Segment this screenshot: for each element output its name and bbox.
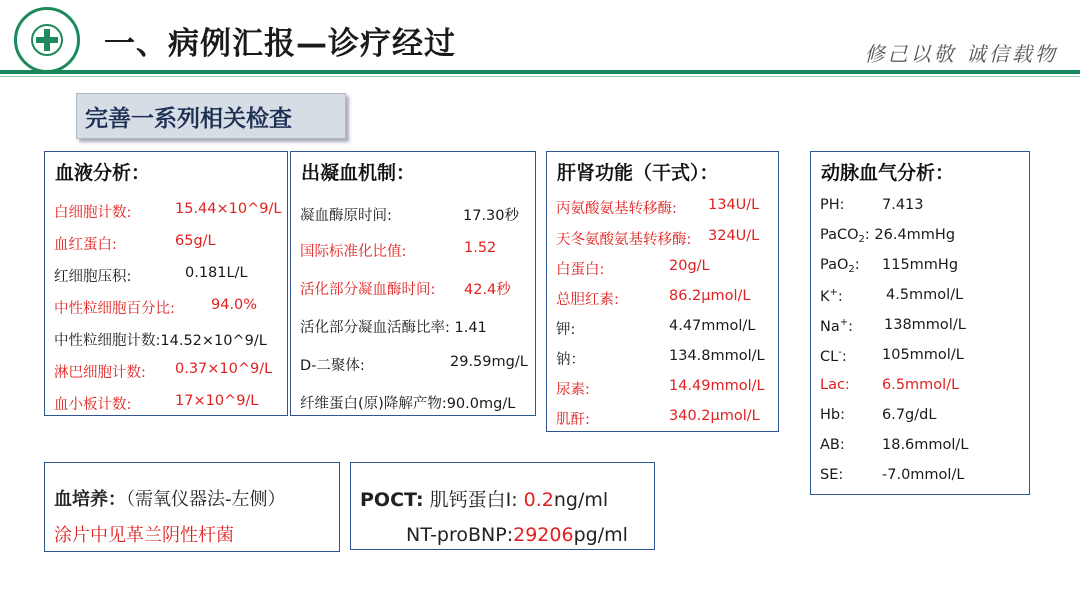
item-value: 1.41	[454, 320, 487, 336]
item-label-sup: +	[839, 317, 849, 328]
item-label: 钾:	[556, 322, 576, 338]
blood-culture-title: 血培养：	[54, 489, 126, 510]
poct-troponin-line	[360, 485, 608, 512]
blood-culture-box	[44, 462, 340, 552]
bnp-value: 29206	[513, 524, 574, 546]
blood-culture-result: 涂片中见革兰阴性杆菌	[54, 525, 234, 546]
bnp-label: NT-proBNP:	[406, 524, 514, 546]
item-label: 纤维蛋白(原)降解产物:	[300, 396, 447, 412]
coagulation-box	[290, 151, 536, 416]
item-value: 17.30秒	[463, 208, 520, 224]
liver-kidney-box	[546, 151, 779, 432]
header-divider-thin	[0, 76, 1080, 77]
list-item	[54, 265, 248, 286]
item-label: 中性粒细胞计数:	[54, 333, 161, 349]
liver-kidney-title: 肝肾功能（干式）：	[557, 162, 719, 184]
header-divider	[0, 70, 1080, 74]
item-value: 134U/L	[708, 197, 760, 213]
blood-culture-method: （需氧仪器法-左侧）	[126, 489, 286, 510]
item-value: 340.2μmol/L	[669, 408, 760, 424]
item-value: -7.0mmol/L	[882, 467, 965, 483]
item-label: 白蛋白:	[556, 262, 605, 278]
list-item	[820, 317, 966, 335]
item-label-sub: 2	[848, 264, 855, 275]
poct-label: POCT:	[360, 489, 424, 511]
troponin-label: 肌钙蛋白I:	[429, 489, 518, 511]
item-label: 红细胞压积:	[54, 269, 132, 285]
list-item	[820, 197, 924, 213]
item-value: 138mmol/L	[884, 317, 966, 333]
item-value: 1.52	[464, 240, 497, 256]
item-label-sub: 2	[858, 234, 865, 245]
blood-culture-heading	[54, 485, 286, 511]
item-value: 65g/L	[175, 233, 216, 249]
poct-bnp-line	[406, 524, 628, 546]
list-item	[820, 287, 964, 305]
poct-box	[350, 462, 655, 550]
list-item	[54, 201, 282, 222]
blood-gas-title: 动脉血气分析：	[821, 162, 955, 184]
item-value: 4.47mmol/L	[669, 318, 756, 334]
list-item	[556, 228, 760, 249]
list-item	[300, 204, 520, 225]
item-label: 白细胞计数:	[54, 205, 132, 221]
blood-analysis-box	[44, 151, 288, 416]
hospital-logo	[14, 7, 80, 73]
item-value: 42.4秒	[464, 282, 511, 298]
list-item	[820, 467, 965, 483]
list-item	[556, 288, 751, 309]
item-label: 血红蛋白:	[54, 237, 117, 253]
item-label: 钠：	[556, 352, 585, 368]
item-value: 0.181L/L	[185, 265, 248, 281]
troponin-unit: ng/ml	[553, 489, 609, 511]
item-value: 134.8mmol/L	[669, 348, 765, 364]
list-item	[556, 378, 765, 399]
list-item	[54, 393, 259, 414]
section-subheading: 完善一系列相关检查	[76, 93, 346, 139]
item-value: 14.52×10^9/L	[160, 333, 267, 349]
list-item	[556, 258, 710, 279]
list-item	[54, 233, 216, 254]
list-item	[820, 347, 964, 365]
item-label: 天冬氨酸氨基转移酶:	[556, 232, 692, 248]
item-label: 中性粒细胞百分比:	[54, 301, 175, 317]
item-value: 6.5mmol/L	[882, 377, 960, 393]
item-value: 18.6mmol/L	[882, 437, 969, 453]
item-label: SE:	[820, 467, 844, 483]
item-value: 14.49mmol/L	[669, 378, 765, 394]
item-value: 17×10^9/L	[175, 393, 259, 409]
list-item	[556, 197, 760, 218]
list-item	[820, 377, 960, 393]
list-item	[820, 437, 969, 453]
item-label: AB:	[820, 437, 845, 453]
item-value: 90.0mg/L	[446, 396, 516, 412]
item-label: Hb:	[820, 407, 845, 423]
item-label: PH:	[820, 197, 845, 213]
item-label: 尿素:	[556, 382, 590, 398]
item-value: 6.7g/dL	[882, 407, 937, 423]
motto: 修己以敬 诚信载物	[864, 42, 1058, 66]
item-label: 肌酐:	[556, 412, 590, 428]
item-value: 94.0%	[211, 297, 258, 313]
list-item	[300, 316, 487, 337]
list-item	[300, 392, 515, 413]
list-item	[54, 329, 267, 350]
list-item	[820, 257, 959, 275]
item-label: D-二聚体:	[300, 358, 365, 374]
item-value: 15.44×10^9/L	[175, 201, 282, 217]
list-item	[54, 361, 273, 382]
item-label: Lac:	[820, 377, 850, 393]
blood-gas-box	[810, 151, 1030, 495]
item-value: 0.37×10^9/L	[175, 361, 273, 377]
item-label: K	[820, 289, 830, 305]
item-value: 105mmol/L	[882, 347, 964, 363]
item-value: 324U/L	[708, 228, 760, 244]
item-value: 26.4mmHg	[874, 227, 956, 243]
item-label: 活化部分凝血酶时间:	[300, 282, 436, 298]
item-label: 国际标准化比值:	[300, 244, 407, 260]
list-item	[820, 407, 937, 423]
item-value: 7.413	[882, 197, 924, 213]
item-label-tail: :	[837, 289, 843, 305]
item-label: Na	[820, 319, 840, 335]
page-title: 一、病例汇报—诊疗经过	[104, 26, 456, 62]
item-label: PaCO	[820, 227, 859, 243]
troponin-value: 0.2	[523, 489, 554, 511]
list-item	[556, 318, 756, 339]
list-item	[54, 297, 258, 318]
item-label-tail: :	[864, 227, 870, 243]
item-label: 丙氨酸氨基转移酶:	[556, 201, 677, 217]
item-label: 活化部分凝血活酶比率:	[300, 320, 450, 336]
item-value: 115mmHg	[882, 257, 959, 273]
item-value: 20g/L	[669, 258, 710, 274]
item-label: 血小板计数:	[54, 397, 132, 413]
item-label-tail: :	[854, 257, 860, 273]
item-label-tail: :	[848, 319, 854, 335]
item-label: PaO	[820, 257, 849, 273]
item-label-sup: +	[829, 287, 838, 298]
item-value: 29.59mg/L	[450, 354, 528, 370]
bnp-unit: pg/ml	[573, 524, 628, 546]
item-value: 4.5mmol/L	[886, 287, 964, 303]
item-label-tail: :	[841, 349, 847, 365]
list-item	[300, 240, 497, 261]
blood-analysis-title: 血液分析：	[55, 162, 151, 184]
coagulation-title: 出凝血机制：	[301, 162, 416, 184]
item-label: 总胆红素:	[556, 292, 619, 308]
list-item	[556, 408, 760, 429]
item-label: CL	[820, 349, 839, 365]
item-value: 86.2μmol/L	[669, 288, 751, 304]
item-label-sup: -	[838, 347, 842, 358]
list-item	[820, 227, 955, 245]
list-item	[300, 278, 511, 299]
list-item	[300, 354, 528, 375]
item-label: 淋巴细胞计数:	[54, 365, 146, 381]
list-item	[556, 348, 765, 369]
item-label: 凝血酶原时间:	[300, 208, 392, 224]
